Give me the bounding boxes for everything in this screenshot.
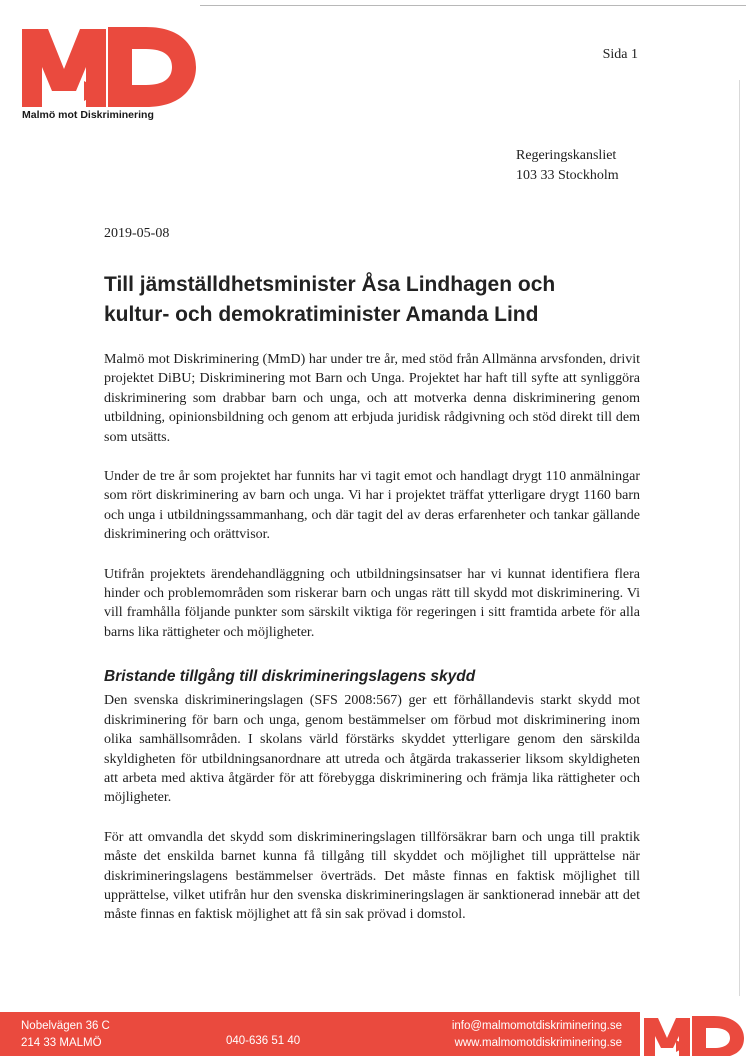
footer-logo [640,1012,746,1056]
footer-bar [0,1012,746,1056]
mmd-logo-icon [22,25,197,109]
scan-edge-line-right [739,80,740,996]
mmd-logo [22,25,197,125]
footer-contact [444,1018,622,1052]
footer-email[interactable]: info@malmomotdiskriminering.se [451,1020,622,1032]
section-heading: Bristande tillgång till diskrimineringslagens skydd [104,668,476,686]
recipient-line-1: Regeringskansliet [516,148,617,163]
title-line-1: Till jämställdhetsminister Åsa Lindhagen och [104,273,556,296]
title-line-2: kultur- och demokratiminister Amanda Lind [104,303,539,326]
letter-date: 2019-05-08 [104,226,170,241]
paragraph-intro: Malmö mot Diskriminering (MmD) har under tre år, med stöd från Allmänna arvsfonden, drivit projektet DiBU; Diskriminering mot Barn och Unga. Projektet har haft till syfte att synliggöra diskriminering som drabbar barn och unga, och att motverka denna diskriminering genom utbildning, opinionsbildning och genom att erbjuda juridisk rådgivning och stöd direkt till dem som utsätts. [104,352,640,445]
footer-phone[interactable]: 040-636 51 40 [226,1035,301,1047]
recipient-line-2: 103 33 Stockholm [516,168,619,183]
scan-edge-line [200,5,746,6]
footer-web[interactable]: www.malmomotdiskriminering.se [454,1037,622,1049]
page-number: Sida 1 [602,47,638,62]
mmd-footer-logo-icon [640,1012,746,1056]
recipient-address [516,146,619,186]
paragraph-obstacles: Utifrån projektets ärendehandläggning och utbildningsinsatser har vi kunnat identifiera flera hinder och problemområden som riskerar barn och ungas rätt till skydd mot diskriminering. Vi vill framhålla följande punkter som särskilt viktiga för regeringen i sitt framtida arbete för alla barns lika rättigheter och möjligheter. [104,566,640,640]
paragraph-reports: Under de tre år som projektet har funnits har vi tagit emot och handlagt drygt 110 anmälningar som rört diskriminering av barn och unga. Vi har i projektet träffat ytterligare drygt 1160 barn och unga i utbildningssammanhang, och där tagit del av deras erfarenheter och tankar gällande diskriminering och orättvisor. [104,469,640,543]
letter-title [104,270,664,330]
footer-address [21,1018,110,1052]
section-paragraph-law: Den svenska diskrimineringslagen (SFS 2008:567) ger ett förhållandevis starkt skydd mot diskriminering för barn och unga, genom bestämmelser om förbud mot diskriminering inom olika samhällsområden. I skolans värld förstärks skyddet ytterligare genom den särskilda skyldigheten för utbildningsanordnare att utreda och åtgärda trakasserier liksom skyldigheten att arbeta med aktiva åtgärder för att förebygga diskriminering och främja lika rättigheter och möjligheter. [104,693,640,806]
section-paragraph-redress: För att omvandla det skydd som diskrimineringslagen tillförsäkrar barn och unga till praktik måste det enskilda barnet kunna få tillgång till skyddet och möjlighet till upprättelse när diskrimineringslagens bestämmelser överträds. Det måste finnas en faktisk möjlighet till upprättelse, vilket utifrån hur den svenska diskrimineringslagen är sanktionerad innebär att det måste finnas en faktisk möjlighet att få sin sak prövad i domstol. [104,829,640,923]
letter-body [104,350,640,945]
logo-caption: Malmö mot Diskriminering [22,109,154,121]
footer-street: Nobelvägen 36 C [21,1020,110,1032]
footer-postal: 214 33 MALMÖ [21,1037,102,1049]
